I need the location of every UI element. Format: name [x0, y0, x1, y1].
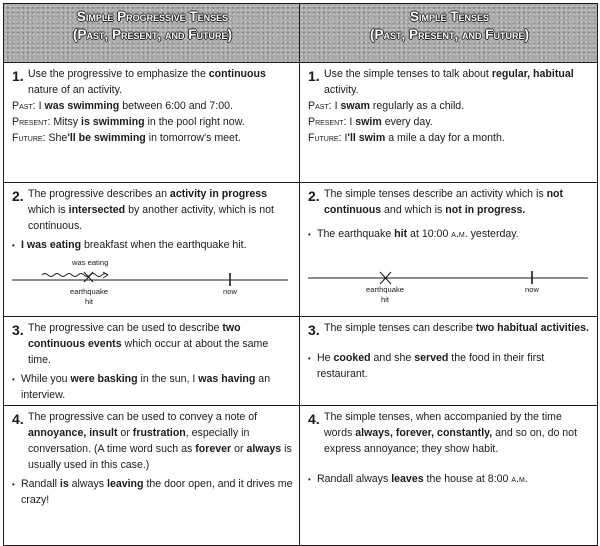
- example-present: Present: I swim every day.: [308, 115, 433, 128]
- rule-number: 3.: [308, 322, 320, 338]
- example-bullet: • Randall is always leaving the door open, and it drives me crazy!: [12, 477, 293, 509]
- example-bullet: • Randall always leaves the house at 8:00 a.m.: [308, 472, 591, 488]
- simple-rule-1-cell: [300, 63, 598, 183]
- example-bullet: • He cooked and she served the food in their first restaurant.: [308, 351, 591, 383]
- simple-header-subtitle: (Past, Present, and Future): [369, 26, 529, 42]
- example-future: Future: I'll swim a mile a day for a month.: [308, 131, 505, 144]
- bullet-icon: •: [12, 480, 15, 490]
- rule-number: 1.: [308, 68, 320, 84]
- rule-number: 2.: [308, 188, 320, 204]
- simple-rule-4-cell: [300, 406, 598, 546]
- progressive-rule-3-cell: [4, 317, 300, 406]
- simple-timeline: [308, 256, 591, 312]
- earthquake-hit-label: earthquake hit: [70, 286, 108, 306]
- example-bullet: • The earthquake hit at 10:00 a.m. yesterday.: [308, 227, 591, 243]
- now-label: now: [223, 286, 237, 296]
- earthquake-hit-label: earthquake hit: [366, 284, 404, 305]
- progressive-header-title: Simple Progressive Tenses: [76, 9, 229, 24]
- rule-number: 3.: [12, 322, 24, 338]
- progressive-rule-4-cell: [4, 406, 300, 546]
- now-label: now: [525, 284, 539, 294]
- simple-rule-2-cell: [300, 183, 598, 317]
- rule-text: The simple tenses describe an activity which is not continuous and which is not in progress.: [324, 188, 564, 216]
- progressive-timeline: [12, 258, 293, 314]
- example-past: Past: I swam regularly as a child.: [308, 99, 465, 112]
- progressive-header-subtitle: (Past, Present, and Future): [72, 26, 232, 42]
- rule-number: 2.: [12, 188, 24, 204]
- bullet-icon: •: [308, 475, 311, 485]
- example-future: Future: She'll be swimming in tomorrow's meet.: [12, 131, 241, 144]
- rule-text: The progressive describes an activity in progress which is intersected by another activity, which is not continuous.: [28, 188, 274, 232]
- progressive-rule-2-cell: [4, 183, 300, 317]
- bullet-icon: •: [12, 374, 15, 384]
- simple-rule-3-cell: [300, 317, 598, 406]
- rule-text: Use the simple tenses to talk about regular, habitual activity.: [324, 68, 574, 96]
- timeline-diagram: [12, 258, 292, 314]
- tenses-table: [3, 3, 598, 546]
- was-eating-label: was eating: [72, 257, 109, 267]
- rule-text: Use the progressive to emphasize the continuous nature of an activity.: [28, 68, 266, 96]
- rule-number: 4.: [308, 411, 320, 428]
- timeline-diagram: [308, 256, 592, 312]
- bullet-icon: •: [308, 354, 311, 364]
- simple-tenses-header: [300, 4, 598, 63]
- progressive-tenses-header: [4, 4, 300, 63]
- progressive-rule-1-cell: [4, 63, 300, 183]
- rule-number: 4.: [12, 411, 24, 428]
- rule-text: The simple tenses, when accompanied by the time words always, forever, constantly, and so on, do not express annoyance; they show habit.: [324, 411, 578, 456]
- bullet-icon: •: [12, 240, 15, 250]
- rule-text: The simple tenses can describe two habitual activities.: [324, 322, 589, 334]
- simple-header-title: Simple Tenses: [409, 9, 489, 24]
- example-bullet: • While you were basking in the sun, I was having an interview.: [12, 372, 293, 404]
- rule-text: The progressive can be used to convey a note of annoyance, insult or frustration, especially in conversation. (A time word such as forever or always is usually used in this case.): [28, 411, 292, 472]
- rule-text: The progressive can be used to describe two continuous events which occur at about the same time.: [28, 322, 269, 366]
- example-bullet: • I was eating breakfast when the earthquake hit.: [12, 238, 293, 254]
- example-present: Present: Mitsy is swimming in the pool right now.: [12, 115, 245, 128]
- rule-number: 1.: [12, 68, 24, 84]
- example-past: Past: I was swimming between 6:00 and 7:00.: [12, 99, 233, 112]
- bullet-icon: •: [308, 229, 311, 239]
